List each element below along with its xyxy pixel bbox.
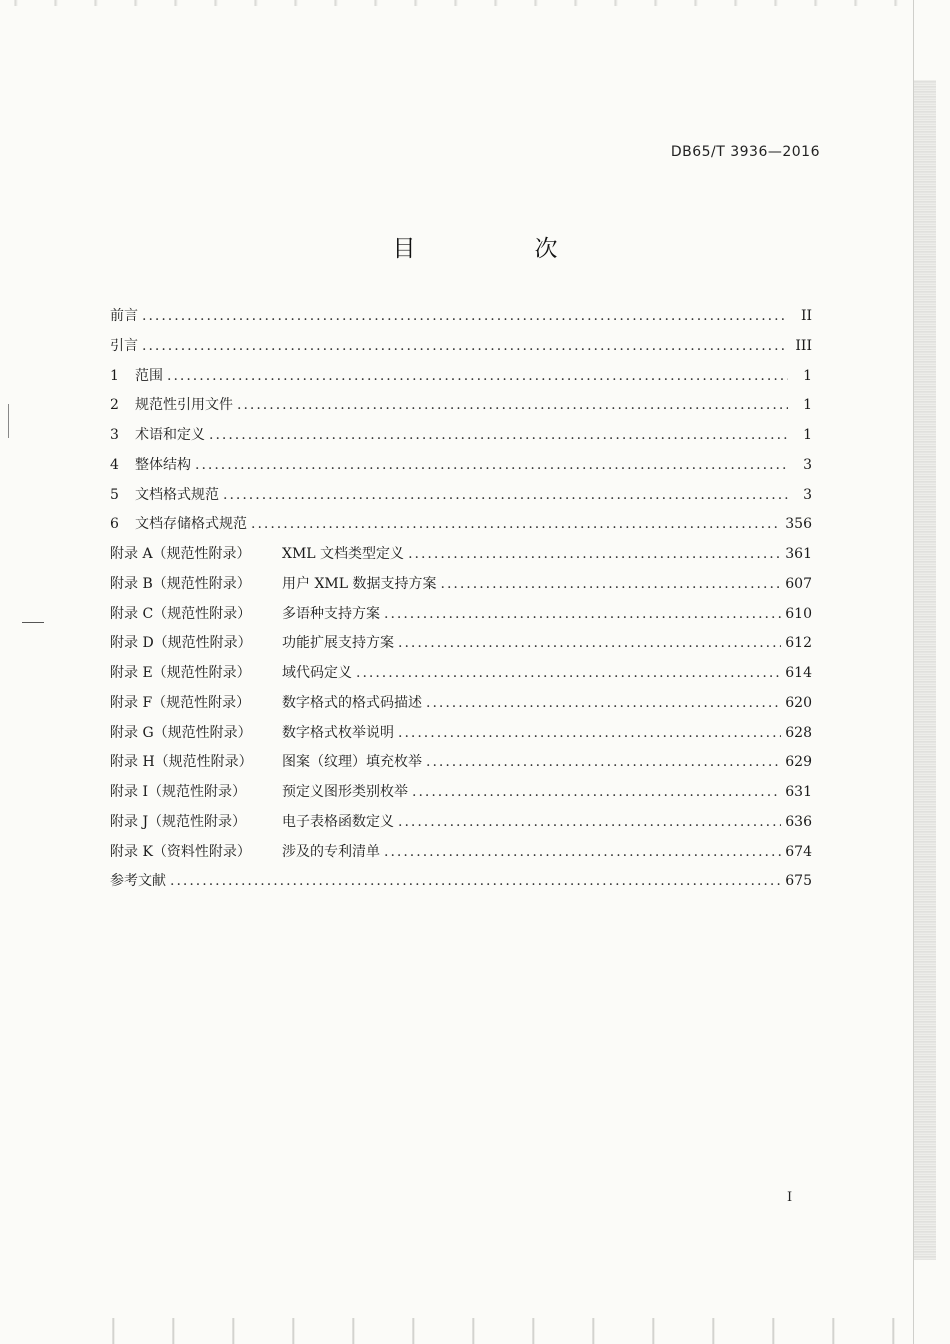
toc-entry-leader [209,427,788,443]
toc-entry-annex: 附录 B（规范性附录） [110,575,251,592]
table-of-contents [110,305,812,900]
toc-entry-number: 2 [110,397,119,414]
toc-entry[interactable] [110,632,812,662]
toc-entry-leader [384,606,781,622]
toc-entry-label: 域代码定义 [282,665,352,681]
toc-entry[interactable] [110,543,812,573]
toc-entry-page: 3 [803,486,812,503]
toc-entry-annex: 附录 C（规范性附录） [110,605,252,622]
toc-entry-label: 整体结构 [135,456,191,473]
toc-entry-label: 数字格式的格式码描述 [282,694,422,711]
toc-entry-label: 多语种支持方案 [282,605,380,622]
toc-entry-leader [237,397,788,413]
toc-entry-page: 629 [785,754,812,771]
toc-entry-page: 612 [785,635,812,652]
toc-entry-leader [170,873,781,889]
toc-entry-label: XML 文档类型定义 [282,546,405,562]
document-code: DB65/T 3936—2016 [670,144,820,160]
toc-entry-page: 610 [785,605,812,622]
toc-entry-page: II [800,308,812,324]
toc-entry-annex: 附录 D（规范性附录） [110,635,252,652]
toc-entry-leader [398,725,781,741]
toc-entry-leader [251,516,781,532]
toc-entry-label: 用户 XML 数据支持方案 [282,575,437,592]
toc-entry-label: 参考文献 [110,873,166,890]
toc-entry-number: 6 [110,516,119,533]
toc-entry[interactable] [110,335,812,365]
toc-entry-annex: 附录 K（资料性附录） [110,843,251,860]
toc-entry-leader [142,308,788,324]
toc-entry-number: 1 [110,367,119,384]
toc-entry-label: 预定义图形类别枚举 [282,784,408,800]
toc-entry-leader [441,576,782,592]
toc-entry-label: 规范性引用文件 [135,397,233,414]
scan-artifact-mark [8,404,9,438]
toc-entry-leader [142,338,788,354]
toc-entry-leader [167,368,788,384]
toc-entry[interactable] [110,841,812,871]
toc-entry-label: 功能扩展支持方案 [282,635,394,652]
toc-entry-annex: 附录 H（规范性附录） [110,754,253,771]
toc-entry-number: 4 [110,456,119,473]
toc-entry-page: 636 [785,813,812,830]
scan-artifact-bottom [90,1318,910,1344]
toc-entry-leader [223,487,788,503]
toc-entry-label: 术语和定义 [135,427,205,443]
toc-entry-annex: 附录 A（规范性附录） [110,546,251,562]
toc-entry-annex: 附录 J（规范性附录） [110,813,247,830]
toc-entry-leader [195,457,788,473]
page-title: 目 次 [392,236,606,262]
toc-entry-leader [408,546,781,562]
toc-entry[interactable] [110,603,812,633]
toc-entry-annex: 附录 F（规范性附录） [110,694,251,711]
toc-entry-page: III [795,337,812,354]
toc-entry-page: 3 [803,456,812,473]
toc-entry-leader [356,665,781,681]
toc-entry-page: 607 [785,575,812,592]
toc-entry-page: 356 [785,516,812,533]
toc-entry[interactable] [110,424,812,454]
toc-entry[interactable] [110,365,812,395]
toc-entry-page: 675 [785,873,812,890]
toc-entry-label: 文档存储格式规范 [135,516,247,533]
toc-entry-page: 614 [785,665,812,681]
toc-entry[interactable] [110,662,812,692]
toc-entry[interactable] [110,811,812,841]
toc-entry-label: 文档格式规范 [135,486,219,503]
toc-entry-page: 361 [785,546,812,562]
toc-entry-page: 1 [803,427,812,443]
toc-entry-leader [384,844,781,860]
toc-entry-page: 631 [785,784,812,800]
page-number: I [787,1190,793,1205]
toc-entry[interactable] [110,394,812,424]
toc-entry[interactable] [110,722,812,752]
toc-entry[interactable] [110,751,812,781]
toc-entry-label: 图案（纹理）填充枚举 [282,754,422,771]
toc-entry-leader [412,784,781,800]
toc-entry[interactable] [110,513,812,543]
toc-entry-leader [398,635,781,651]
toc-entry[interactable] [110,454,812,484]
toc-entry[interactable] [110,573,812,603]
toc-entry-label: 数字格式枚举说明 [282,724,394,741]
scan-artifact-mark [22,622,44,623]
toc-entry-annex: 附录 I（规范性附录） [110,784,246,800]
toc-entry-annex: 附录 G（规范性附录） [110,724,252,741]
toc-entry[interactable] [110,692,812,722]
toc-entry-leader [426,754,781,770]
toc-entry-page: 628 [785,724,812,741]
toc-entry-label: 电子表格函数定义 [282,813,394,830]
toc-entry[interactable] [110,305,812,335]
toc-entry-page: 1 [803,397,812,414]
toc-entry-annex: 附录 E（规范性附录） [110,665,251,681]
toc-entry-leader [426,695,781,711]
toc-entry-label: 涉及的专利清单 [282,843,380,860]
toc-entry-label: 前言 [110,308,138,324]
toc-entry-label: 引言 [110,337,138,354]
scan-artifact-top [0,0,900,6]
toc-entry-number: 5 [110,486,119,503]
toc-entry[interactable] [110,781,812,811]
toc-entry-number: 3 [110,427,119,443]
toc-entry[interactable] [110,870,812,900]
toc-entry[interactable] [110,484,812,514]
toc-entry-page: 1 [803,367,812,384]
toc-entry-leader [398,814,781,830]
toc-entry-page: 674 [785,843,812,860]
toc-entry-page: 620 [785,694,812,711]
toc-entry-label: 范围 [135,367,163,384]
